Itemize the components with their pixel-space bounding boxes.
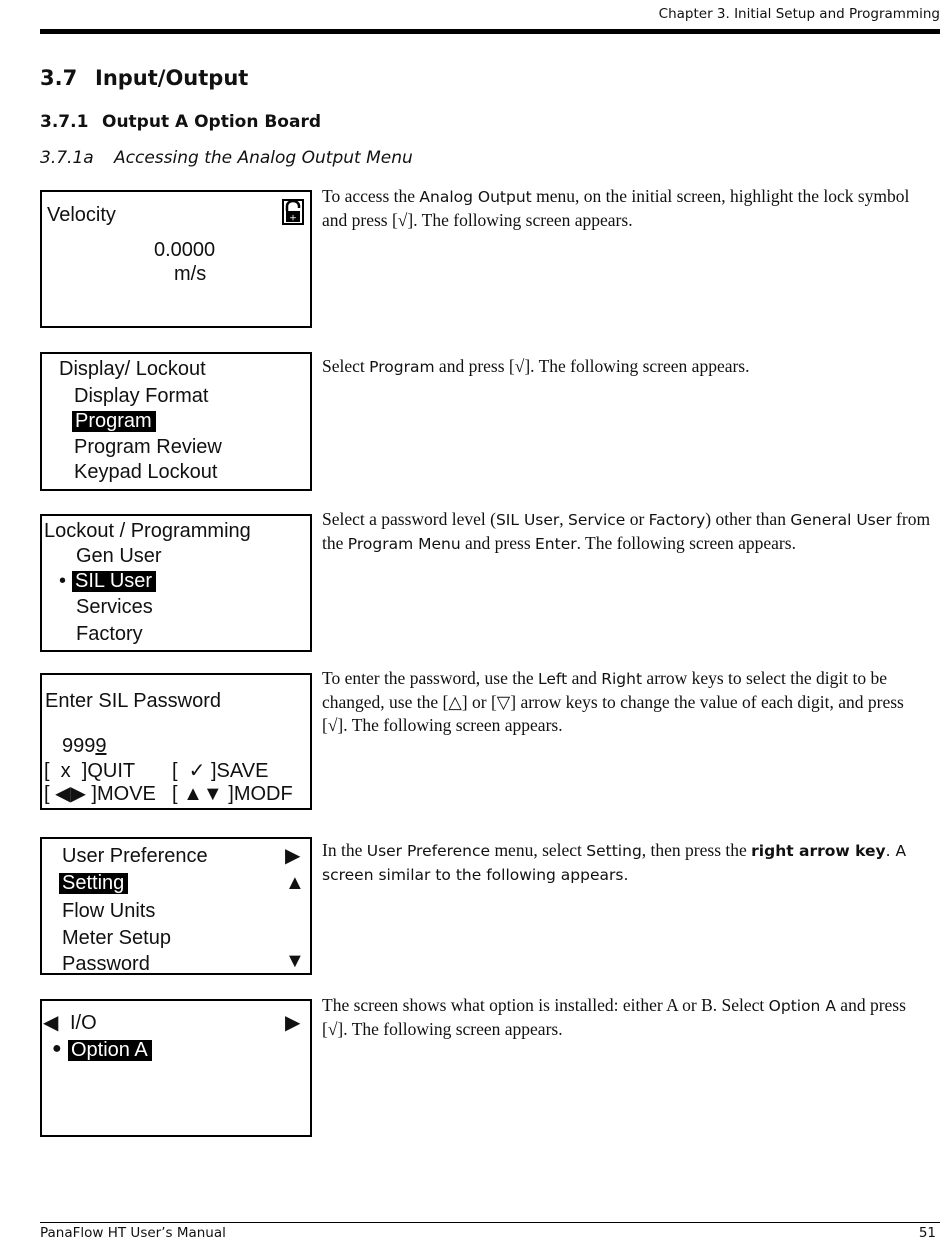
screen-title: User Preference: [62, 845, 208, 867]
menu-item-display-format[interactable]: Display Format: [74, 385, 209, 407]
modf-key-label: [ ▲▼ ]MODF: [172, 783, 293, 805]
velocity-screen: [40, 190, 312, 328]
quit-key-label: [ x ]QUIT: [44, 760, 136, 782]
menu-item-setting[interactable]: Setting: [59, 873, 128, 894]
subsection-number: 3.7.1: [40, 112, 89, 132]
page-number: 51: [918, 1225, 936, 1241]
move-key-label: [ ◀▶ ]MOVE: [44, 783, 156, 805]
lockout-programming-screen: [40, 514, 312, 652]
instruction-3: Select a password level (SIL User, Service or Factory) other than General User from the Program Menu and press Enter. The following screen appears.: [322, 509, 931, 553]
menu-item-keypad-lockout[interactable]: Keypad Lockout: [74, 461, 218, 483]
subsubsection-heading: [40, 148, 413, 168]
display-lockout-screen: [40, 352, 312, 491]
velocity-value: 0.0000: [154, 239, 216, 261]
right-arrow-icon: ▶: [285, 845, 301, 867]
enter-password-screen: [40, 673, 312, 810]
header-rule: [40, 29, 940, 34]
section-title: Input/Output: [95, 66, 249, 90]
section-number: 3.7: [40, 66, 78, 90]
subsubsection-number: 3.7.1a: [40, 148, 94, 168]
left-arrow-icon: ◀: [43, 1012, 59, 1034]
subsubsection-title: Accessing the Analog Output Menu: [114, 148, 413, 168]
right-arrow-icon: ▶: [285, 1012, 301, 1034]
instruction-5: In the User Preference menu, select Setting, then press the right arrow key. A screen similar to the following appears.: [322, 840, 907, 884]
menu-item-gen-user[interactable]: Gen User: [76, 545, 162, 567]
menu-item-option-a[interactable]: Option A: [68, 1040, 152, 1061]
menu-item-sil-user[interactable]: SIL User: [72, 571, 156, 592]
password-cursor-digit: 9: [95, 735, 107, 757]
password-value: 9999: [62, 735, 107, 757]
save-key-label: [ ✓ ]SAVE: [172, 760, 269, 782]
screen-title: Velocity: [47, 204, 116, 226]
selected-bullet: ●: [52, 1040, 62, 1057]
down-arrow-icon: ▼: [285, 950, 305, 972]
menu-item-program-review[interactable]: Program Review: [74, 436, 222, 458]
subsection-heading: [40, 112, 321, 132]
section-heading: [40, 66, 248, 90]
instruction-4: To enter the password, use the Left and Right arrow keys to select the digit to be changed, use the [△] or [▽] arrow keys to change the value of each digit, and press [√]. The following screen appears.: [322, 668, 904, 735]
up-arrow-icon: ▲: [285, 872, 305, 894]
footer-rule: [40, 1222, 940, 1223]
user-preference-screen: [40, 837, 312, 975]
screen-title: Enter SIL Password: [45, 690, 222, 712]
instruction-6: The screen shows what option is installed: either A or B. Select Option A and press [√]. The following screen appears.: [322, 995, 906, 1039]
chapter-header: Chapter 3. Initial Setup and Programming: [658, 6, 940, 22]
menu-item-password[interactable]: Password: [62, 953, 150, 975]
subsection-title: Output A Option Board: [102, 112, 322, 132]
screen-title: Lockout / Programming: [44, 520, 251, 542]
instruction-2: Select Program and press [√]. The following screen appears.: [322, 356, 750, 376]
velocity-unit: m/s: [174, 263, 207, 285]
menu-item-flow-units[interactable]: Flow Units: [62, 900, 156, 922]
selected-bullet: •: [59, 570, 67, 592]
menu-item-meter-setup[interactable]: Meter Setup: [62, 927, 171, 949]
io-screen: [40, 999, 312, 1137]
svg-text:+: +: [289, 213, 297, 224]
menu-item-program[interactable]: Program: [72, 411, 156, 432]
instruction-1: To access the Analog Output menu, on the initial screen, highlight the lock symbol and press [√]. The following screen appears.: [322, 186, 910, 230]
lock-icon: [282, 199, 304, 229]
screen-title: Display/ Lockout: [59, 358, 206, 380]
menu-item-services[interactable]: Services: [76, 596, 153, 618]
screen-title: I/O: [70, 1012, 97, 1034]
menu-item-factory[interactable]: Factory: [76, 623, 143, 645]
manual-title: PanaFlow HT User’s Manual: [40, 1225, 226, 1241]
